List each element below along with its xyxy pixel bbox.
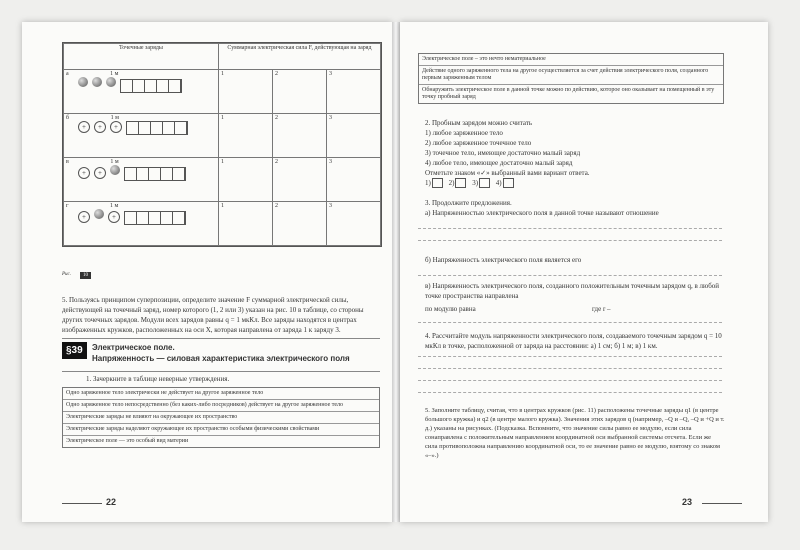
scale-label: 1 м: [110, 159, 119, 165]
cell: 1: [219, 202, 273, 246]
table-row: [64, 70, 219, 114]
charge-ball: [110, 165, 120, 175]
grid-cells: [124, 167, 186, 181]
statement-row[interactable]: Одно заряженное тело непосредственно (без каких-либо посредников) действует на другое заряженное тело: [63, 400, 379, 412]
cell: 3: [327, 70, 381, 114]
scale-label: 1 м: [110, 115, 119, 121]
task-3c: в) Напряженность электрического поля, созданного положительным точечным зарядом q, в любой точке пространства направлена: [425, 282, 720, 300]
task-3c-where: где r –: [592, 305, 611, 313]
charge-ball: [78, 77, 88, 87]
answer-line[interactable]: [418, 275, 722, 276]
plus-charge: +: [94, 167, 106, 179]
table-row: [64, 202, 219, 246]
row-label: а: [66, 71, 69, 77]
grid-cells: [126, 121, 188, 135]
statement-row[interactable]: Действие одного заряженного тела на другое осуществляется за счет действия электрического поля, созданного первым заряженным телом: [419, 66, 723, 85]
answer-line[interactable]: [418, 228, 722, 229]
charge-ball: [106, 77, 116, 87]
charge-ball: [94, 209, 104, 219]
task-2: [425, 118, 725, 178]
grid-cells: [120, 79, 182, 93]
plus-charge: +: [78, 167, 90, 179]
plus-charge: +: [94, 121, 106, 133]
footer-rule: [62, 503, 102, 504]
footer-rule: [702, 503, 742, 504]
statements-table-left: [62, 387, 380, 448]
answer-line[interactable]: [418, 322, 722, 323]
cell: 2: [273, 70, 327, 114]
statement-row[interactable]: Электрические заряды наделяют окружающее их пространство особыми физическими свойствами: [63, 424, 379, 436]
answer-checkbox[interactable]: [455, 178, 466, 188]
table-head-charges: Точечные заряды: [64, 44, 219, 70]
cell: 1: [219, 114, 273, 158]
cell: 1: [219, 158, 273, 202]
plus-charge: +: [78, 211, 90, 223]
plus-charge: +: [110, 121, 122, 133]
row-label: в: [66, 159, 69, 165]
task-3-line: 3. Продолжите предложения.: [425, 199, 512, 207]
statement-row[interactable]: Электрические заряды не влияют на окружающее их пространство: [63, 412, 379, 424]
section-title-line: Электрическое поле.: [92, 343, 175, 352]
task-2-line: 4) любое тело, имеющее достаточно малый заряд: [425, 159, 573, 167]
plus-charge: +: [108, 211, 120, 223]
figure-number: 10: [80, 272, 91, 279]
task-2-line: 3) точечное тело, имеющее достаточно малый заряд: [425, 149, 581, 157]
cell: 2: [273, 202, 327, 246]
answer-line[interactable]: [418, 368, 722, 369]
table-row: [64, 158, 219, 202]
option-label: 2): [448, 179, 455, 187]
statement-row[interactable]: Электрическое поле — это особый вид материи: [66, 438, 189, 444]
grid-cells: [124, 211, 186, 225]
cell: 3: [327, 114, 381, 158]
task-2-line: 2. Пробным зарядом можно считать: [425, 119, 533, 127]
statement-row[interactable]: Одно заряженное тело электрически не действует на другое заряженное тело: [63, 388, 379, 400]
book-gutter: [392, 22, 400, 522]
answer-line[interactable]: [418, 240, 722, 241]
answer-line[interactable]: [418, 380, 722, 381]
option-label: 1): [425, 179, 431, 187]
table-head-force: Суммарная электрическая сила F, действующая на заряд: [219, 44, 381, 70]
statement-row[interactable]: Обнаружить электрическое поле в данной точке можно по действию, которое оно оказывает на помещенный в эту точку пробный заряд: [422, 87, 715, 100]
row-label: г: [66, 203, 69, 209]
option-label: 3): [472, 179, 479, 187]
row-label: б: [66, 115, 70, 121]
section-header: [62, 338, 380, 372]
charges-table: [62, 42, 382, 247]
option-label: 4): [495, 179, 502, 187]
cell: 2: [273, 114, 327, 158]
cell: 2: [273, 158, 327, 202]
task-2-line: Отметьте знаком «✓» выбранный вами вариант ответа.: [425, 169, 590, 177]
task-3c-modulus: по модулю равна: [425, 305, 476, 313]
task-3-line: а) Напряженностью электрического поля в данной точке называют отношение: [425, 209, 659, 217]
answer-checkbox[interactable]: [503, 178, 514, 188]
task-1: 1. Зачеркните в таблице неверные утверждения.: [86, 375, 230, 383]
figure-label: Рис.: [62, 272, 72, 277]
section-title-line: Напряженность — силовая характеристика электрического поля: [92, 354, 350, 363]
cell: 3: [327, 158, 381, 202]
scale-label: 1 м: [110, 71, 119, 77]
task-4: 4. Рассчитайте модуль напряженности электрического поля, создаваемого точечным зарядом q = 10 мкКл в точке, расположенной от заряда на расстоянии: а) 1 см; б) 1 м; в) 1 км.: [425, 332, 722, 350]
answer-checkbox[interactable]: [479, 178, 490, 188]
scale-label: 1 м: [109, 203, 119, 209]
answer-options: [425, 178, 518, 188]
task-5-left: 5. Пользуясь принципом суперпозиции, определите значение F суммарной электрической силы, действующей на точечный заряд, номер которого (1, 2 или 3) указан на рис. 10 в таблице, со стороны других точечных зарядов. Модули всех зарядов равны q = 1 мкКл. Все заряды находятся в центрах изображенных кружков, расположенных на оси X, которая направлена от заряда 1 к заряду 3.: [62, 296, 364, 334]
table-row: [64, 114, 219, 158]
task-2-line: 1) любое заряженное тело: [425, 129, 503, 137]
plus-charge: +: [78, 121, 90, 133]
cell: 3: [327, 202, 381, 246]
answer-line[interactable]: [418, 392, 722, 393]
section-title: [92, 342, 350, 364]
charge-ball: [92, 77, 102, 87]
task-3-intro: [425, 198, 725, 218]
task-2-line: 2) любое заряженное точечное тело: [425, 139, 532, 147]
task-5-right: 5. Заполните таблицу, считая, что в центрах кружков (рис. 11) расположены точечные заряды q1 (в центре большого кружка) и q2 (в центре малого кружка). Значения этих зарядов q (например, –Q и –Q, –Q и +Q и т. д.) указаны на рисунках. (Подсказка. Вспомните, что значение силы равно ее модулю, если сила сонаправлена с положительным направлением координатной оси выбранной системы отсчета. Если же сила противоположна направлению координатной оси, то ее значение равно ее модулю, взятому со знаком «–».): [425, 407, 725, 459]
task-3b: б) Напряженность электрического поля является его: [425, 256, 582, 264]
statement-row[interactable]: Электрическое поле – это нечто нематериальное: [419, 54, 723, 66]
page-number-right: 23: [682, 497, 693, 507]
page-number-left: 22: [106, 497, 117, 507]
statements-table-right: [418, 53, 724, 104]
cell: 1: [219, 70, 273, 114]
section-number: §39: [62, 342, 87, 359]
answer-checkbox[interactable]: [432, 178, 443, 188]
answer-line[interactable]: [418, 356, 722, 357]
